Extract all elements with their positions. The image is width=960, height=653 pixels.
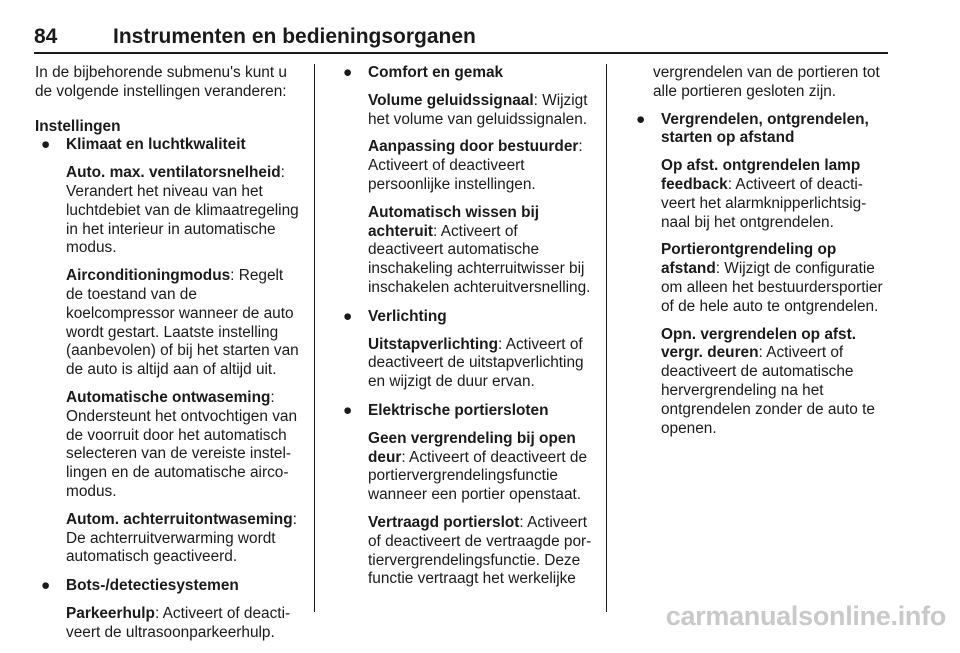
setting-description: : Ondersteunt het ontvochtigen van de voorruit door het automatisch selecteren van de vereiste instellingen en de automatische airco-modus. <box>66 388 298 500</box>
bullet-title: Klimaat en luchtkwaliteit <box>66 136 246 154</box>
bullet-climate <box>35 136 303 567</box>
setting-term: Autom. achterruitontwaseming <box>66 510 293 528</box>
bullet-title: Elektrische portiersloten <box>368 401 549 419</box>
setting-term: Airconditioningmodus <box>66 267 231 285</box>
setting-term: Portierontgrendeling op afstand <box>661 241 837 278</box>
setting-description: : Wijzigt de configuratie om alleen het bestuurdersportier of de hele auto te ontgrendelen. <box>661 260 883 315</box>
setting-entry <box>368 204 593 298</box>
setting-term: Volume geluidssignaal <box>368 91 534 109</box>
site-watermark: carmanualsonline.info <box>665 601 946 631</box>
setting-description: : Activeert of deactiveert de ultrasoonparkeerhulp. <box>66 604 291 641</box>
setting-description: : Activeert of deactiveert de vertraagde portiervergrendelingsfunctie. Deze functie vertraagt het werkelijke <box>368 513 592 588</box>
setting-term: Vertraagd portierslot <box>368 513 520 531</box>
setting-term: Automatische ontwaseming <box>66 388 271 406</box>
continued-text: vergrendelen van de portieren tot alle portieren gesloten zijn. <box>653 64 880 100</box>
column-3 <box>630 64 887 448</box>
bullet-dot-icon: ● <box>41 577 51 595</box>
setting-entry <box>368 138 593 194</box>
setting-entry <box>368 92 593 130</box>
setting-entry <box>661 241 887 316</box>
page-header <box>34 24 888 54</box>
setting-term: Parkeerhulp <box>66 604 155 622</box>
setting-term: Opn. vergrendelen op afst. vergr. deuren <box>661 325 856 362</box>
setting-term: Aanpassing door bestuurder <box>368 138 579 156</box>
bullet-comfort <box>337 64 593 298</box>
bullet-doorlocks <box>337 402 593 589</box>
bullet-title: Comfort en gemak <box>368 64 504 81</box>
setting-description: : Verandert het niveau van het luchtdebiet van de klimaatregeling in het interieur in automatische modus. <box>66 164 299 257</box>
bullet-dot-icon: ● <box>343 307 353 325</box>
setting-description: : Activeert of deactiveert het alarmknipperlichtsignaal bij het ontgrendelen. <box>661 175 867 231</box>
setting-entry <box>66 511 303 567</box>
setting-term: Geen vergrendeling bij open deur <box>368 429 576 466</box>
setting-entry <box>66 267 303 380</box>
setting-term: Auto. max. ventilatorsnelheid <box>66 164 281 182</box>
bullet-parking <box>35 577 303 642</box>
setting-entry <box>368 514 593 589</box>
setting-term: Automatisch wissen bij achteruit <box>368 203 540 240</box>
setting-description: : Activeert of deactiveert persoonlijke instellingen. <box>368 138 583 193</box>
setting-entry <box>661 157 887 232</box>
bullet-dot-icon: ● <box>41 136 51 154</box>
setting-description: : Regelt de toestand van de koelcompressor wanneer de auto wordt gestart. Laatste instelling (aanbevolen) of bij het starten van de auto is altijd aan of altijd uit. <box>66 267 299 379</box>
bullet-dot-icon: ● <box>343 401 353 419</box>
setting-description: : Wijzigt het volume van geluidssignalen. <box>368 91 588 128</box>
bullet-title: Vergrendelen, ontgrendelen, starten op afstand <box>661 110 869 147</box>
bullet-title: Bots-/detectiesystemen <box>66 577 239 595</box>
bullet-remote <box>630 111 887 439</box>
bullet-dot-icon: ● <box>636 110 646 128</box>
setting-entry <box>66 389 303 502</box>
setting-description: : Activeert of deactiveert automatische inschakeling achterruitwisser bij inschakelen achteruitversnelling. <box>368 222 591 296</box>
column-divider <box>314 64 315 612</box>
bullet-dot-icon: ● <box>343 64 353 81</box>
page-title: Instrumenten en bedieningsorganen <box>113 25 476 48</box>
column-1 <box>35 64 303 653</box>
setting-description: : Activeert of deactiveert de automatische hervergrendeling na het ontgrendelen zonder de auto te openen. <box>661 344 875 437</box>
setting-entry <box>66 605 303 643</box>
section-heading: Instellingen <box>35 117 121 135</box>
column-divider <box>606 64 607 612</box>
setting-description: : Activeert of deactiveert de uitstapverlichting en wijzigt de duur ervan. <box>368 335 584 391</box>
bullet-lighting <box>337 308 593 392</box>
header-rule <box>34 52 888 54</box>
column-2 <box>337 64 593 599</box>
setting-entry <box>661 326 887 439</box>
setting-term: Uitstapverlichting <box>368 335 498 353</box>
page-number: 84 <box>34 25 58 48</box>
bullet-title: Verlichting <box>368 307 447 325</box>
setting-entry <box>368 430 593 505</box>
setting-term: Op afst. ontgrendelen lamp feedback <box>661 157 861 193</box>
setting-description: : Activeert of deactiveert de portiervergrendelingsfunctie wanneer een portier openstaat. <box>368 448 588 504</box>
setting-description: : De achterruitverwarming wordt automatisch geactiveerd. <box>66 510 297 566</box>
setting-entry <box>66 164 303 258</box>
setting-entry <box>368 336 593 392</box>
intro-text: In de bijbehorende submenu's kunt u de volgende instellingen veranderen: <box>35 64 287 100</box>
